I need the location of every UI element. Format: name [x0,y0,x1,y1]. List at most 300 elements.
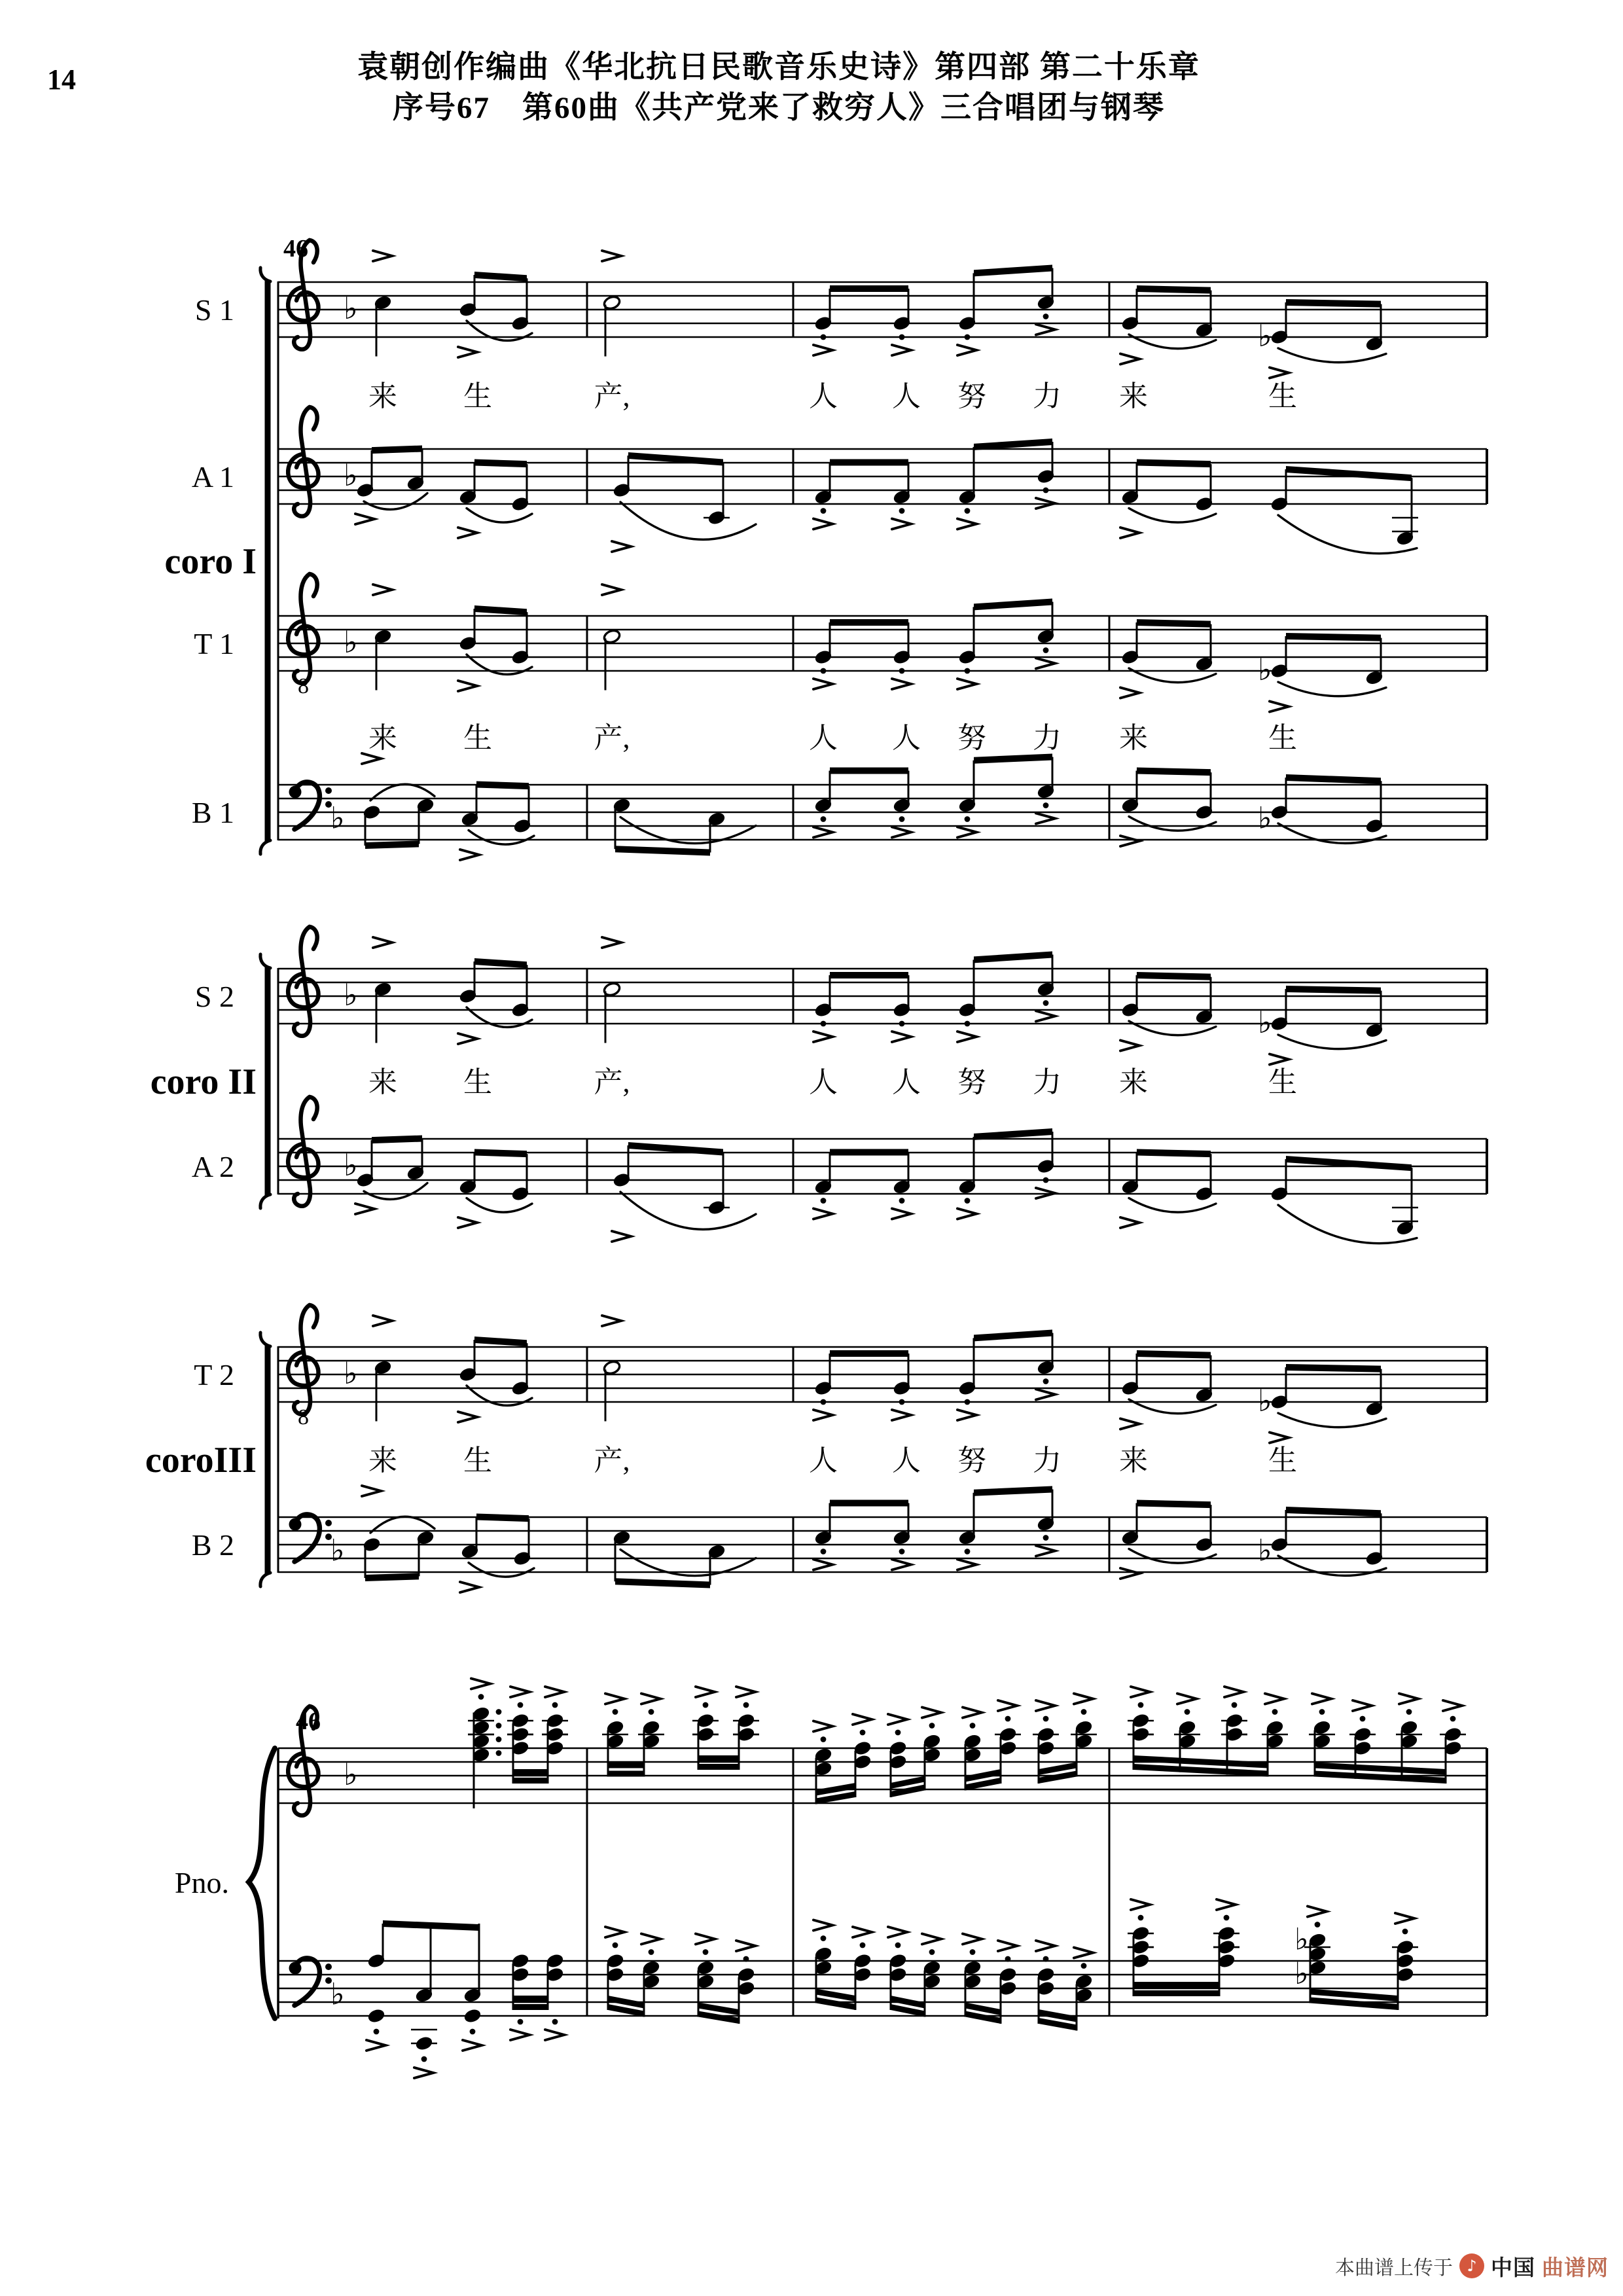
accent-mark [373,1316,392,1326]
slur [620,1192,756,1229]
lyric-syllable: 人 [892,1444,921,1477]
slur [364,493,427,510]
accent-mark [888,1714,907,1725]
flat-sign: ♭ [344,457,358,493]
bass-clef-icon [325,1520,332,1526]
lyric-syllable: 生 [463,380,492,412]
staccato-dot [1043,1378,1049,1384]
flat-sign: ♭ [1258,318,1272,353]
staccato-dot [1319,1709,1325,1715]
staccato-dot [478,1694,484,1700]
staff-label-S2: S 2 [194,980,234,1013]
accent-mark [510,1687,529,1697]
accent-mark [1217,1899,1236,1910]
watermark [1335,2251,1609,2280]
staccato-dot [1138,1702,1144,1708]
flat-sign: ♭ [330,1532,345,1568]
accent-mark [1270,1054,1289,1065]
beam [830,768,908,774]
accent-mark [892,1560,911,1570]
staccato-dot [860,1943,866,1948]
accent-mark [1353,1700,1372,1711]
group-label-piano: Pno. [174,1866,229,1899]
lyric-syllable: 来 [1119,1444,1148,1477]
accent-mark [602,251,621,261]
accent-mark [373,937,392,948]
staccato-dot [1043,488,1049,493]
staccato-dot [1138,1915,1144,1921]
staccato-dot [1232,1702,1238,1708]
staff-label-S1: S 1 [194,293,234,327]
group-label-coro-3: coroIII [145,1440,257,1480]
staccato-dot [496,1709,502,1715]
accent-mark [605,1694,624,1704]
accent-mark [813,1031,832,1042]
accent-mark [998,1941,1017,1951]
lyric-syllable: 生 [1268,1444,1297,1477]
accent-mark [1120,354,1139,365]
bass-clef-icon [325,1964,332,1970]
octave-8-mark: 8 [298,1405,309,1429]
octave-8-mark: 8 [298,674,309,698]
lyric-syllable: 生 [463,1066,492,1098]
system-hook [260,268,270,281]
accent-mark [922,1934,941,1945]
accent-mark [545,1687,564,1697]
lyrics-coro2 [368,1066,1297,1098]
slur [467,1198,532,1213]
staccato-dot [470,2029,476,2035]
flat-sign: ♭ [1294,1956,1309,1991]
beam [474,958,527,968]
beam [830,1350,908,1357]
staccato-dot [703,1702,709,1708]
beam [974,1330,1052,1342]
notehead [463,2008,482,2024]
flat-sign: ♭ [344,977,358,1013]
accent-mark [1131,1899,1150,1910]
lyric-syllable: 人 [809,1066,838,1098]
accent-mark [1036,1941,1055,1951]
beam [1286,1156,1412,1171]
flat-sign: ♭ [344,1355,358,1391]
beam [1286,633,1381,641]
measure-number: 46 [283,235,308,262]
staccato-dot [1005,1956,1011,1962]
staccato-dot [899,1021,905,1027]
flat-sign: ♭ [344,1757,358,1792]
slur [1129,817,1216,831]
beam [830,1500,908,1507]
staccato-dot [552,2019,558,2025]
accent-mark [888,1927,907,1937]
staff-label-A1: A 1 [191,460,234,493]
slur [469,831,534,845]
beam [474,459,527,468]
lyric-syllable: 人 [809,380,838,412]
lyric-syllable: 产, [594,1066,630,1098]
staccato-dot [899,816,905,822]
staccato-dot [613,1943,618,1948]
staccato-dot [1043,314,1049,319]
accent-mark [957,1209,976,1219]
accent-mark [696,1687,715,1697]
notes-B1 [362,753,1386,860]
accent-mark [458,528,477,538]
staccato-dot [965,334,971,340]
slur [467,509,532,523]
accent-mark [641,1934,660,1945]
accent-mark [1270,702,1289,712]
beam [1286,1507,1381,1516]
accent-mark [355,1204,374,1214]
lyrics-coro1-upper [368,380,1297,412]
accent-mark [1120,1419,1139,1429]
lyric-syllable: 努 [957,380,986,412]
staccato-dot [613,1709,618,1715]
slur [364,1183,427,1200]
slur [1278,1205,1417,1244]
staccato-dot [496,1736,502,1742]
staccato-dot [965,1198,971,1204]
flat-sign: ♭ [344,624,358,660]
staccato-dot [821,1198,827,1204]
notes-T2 [373,1316,1386,1443]
beam [1286,299,1381,308]
beam [372,1136,422,1144]
slur [1129,1198,1216,1213]
lyric-syllable: 生 [1268,722,1297,754]
beam [830,972,908,978]
staff-label-A2: A 2 [191,1150,234,1183]
staccato-dot [895,1730,901,1736]
staccato-dot [929,1949,935,1955]
flat-sign: ♭ [1258,1383,1272,1418]
staccato-dot [496,1750,502,1756]
lyric-syllable: 生 [1268,380,1297,412]
staccato-dot [743,1702,749,1708]
accent-mark [813,519,832,529]
accent-mark [813,679,832,689]
staccato-dot [496,1723,502,1729]
staccato-dot [374,2029,380,2035]
lyric-syllable: 力 [1033,1444,1061,1477]
staff-label-T1: T 1 [194,627,234,660]
beam [830,619,908,626]
staccato-dot [821,668,827,674]
beam [1137,768,1211,776]
beam [513,1769,548,1775]
page-number: 14 [47,63,76,96]
accent-mark [641,1694,660,1704]
beam [698,1764,739,1770]
system-hook [260,1573,270,1587]
staccato-dot [703,1949,709,1955]
piano-brace [249,1748,275,2018]
notes-S1 [373,251,1386,378]
accent-mark [602,937,621,948]
staccato-dot [1360,1716,1366,1722]
bass-clef-icon [289,786,302,798]
staccato-dot [899,334,905,340]
accent-mark [1036,1700,1055,1711]
slur [1278,515,1417,554]
staccato-dot [929,1723,935,1729]
beam [513,1996,548,2001]
beam [476,781,529,790]
staccato-dot [1043,647,1049,653]
staccato-dot [821,1399,827,1405]
accent-mark [813,1560,832,1570]
lyric-syllable: 努 [957,1444,986,1477]
accent-mark [957,679,976,689]
accent-mark [1312,1694,1331,1704]
accent-mark [1308,1907,1327,1917]
staccato-dot [1043,802,1049,808]
accent-mark [1036,1011,1055,1022]
staccato-dot [1402,1929,1408,1935]
accent-mark [1036,325,1055,335]
lyric-syllable: 人 [892,380,921,412]
accent-mark [366,2040,385,2051]
beam [476,1514,529,1522]
accent-mark [1120,1041,1139,1051]
beam [830,1149,908,1156]
accent-mark [460,1582,479,1592]
accent-mark [813,827,832,838]
accent-mark [853,1927,872,1937]
system-hook [260,1194,270,1208]
treble-clef-icon [288,1144,318,1177]
accent-mark [373,584,392,595]
accent-mark [1036,814,1055,824]
accent-mark [1395,1913,1414,1924]
beam [608,1763,644,1768]
staccato-dot [518,1702,524,1708]
staccato-dot [518,2019,524,2025]
staccato-dot [965,1021,971,1027]
lyric-syllable: 力 [1033,1066,1061,1098]
accent-mark [1131,1687,1150,1697]
accent-mark [813,345,832,355]
beam [974,952,1052,963]
staccato-dot [1081,1709,1087,1715]
beam [830,285,908,292]
slur [1278,1035,1386,1049]
staccato-dot [970,1949,976,1955]
beam [698,1755,739,1761]
beam [513,2004,548,2010]
staccato-dot [965,816,971,822]
staccato-dot [965,508,971,514]
notehead [415,2036,433,2051]
staccato-dot [743,1956,749,1962]
beam [1133,1982,1219,1988]
lyric-syllable: 努 [957,722,986,754]
staff-PnoR [278,1706,1487,1816]
beam [615,846,710,855]
beam [974,1486,1052,1496]
staccato-dot [821,1021,827,1027]
lyric-syllable: 来 [1119,380,1148,412]
accent-mark [813,1920,832,1931]
lyric-syllable: 力 [1033,722,1061,754]
lyric-syllable: 人 [892,1066,921,1098]
staccato-dot [1315,1922,1321,1928]
slur [469,1563,534,1577]
accent-mark [892,1410,911,1420]
accent-mark [957,827,976,838]
staccato-dot [899,668,905,674]
staccato-dot [965,1549,971,1554]
accent-mark [853,1714,872,1725]
staccato-dot [649,1949,654,1955]
accent-mark [1177,1694,1196,1704]
lyric-syllable: 来 [368,1444,397,1477]
accent-mark [1443,1700,1462,1711]
lyric-syllable: 生 [463,722,492,754]
accent-mark [1120,1217,1139,1228]
lyric-syllable: 人 [892,722,921,754]
accent-mark [545,2030,564,2040]
beam [365,1573,419,1581]
slur [1129,509,1216,523]
accent-mark [458,1412,477,1422]
flat-sign: ♭ [330,800,345,836]
accent-mark [1120,1568,1139,1579]
staccato-dot [1081,1963,1087,1969]
staccato-dot [821,508,827,514]
lyric-syllable: 产, [594,722,630,754]
staccato-dot [552,1702,558,1708]
beam [474,272,527,281]
staccato-dot [965,1399,971,1405]
accent-mark [458,1217,477,1228]
beam [1133,1990,1219,1996]
accent-mark [1270,1433,1289,1443]
beam [1137,459,1211,468]
system-hook [260,954,270,968]
accent-mark [957,345,976,355]
accent-mark [892,827,911,838]
bass-clef-icon [289,1518,302,1531]
score-title-line2: 序号67 第60曲《共产党来了救穷人》三合唱团与钢琴 [393,91,1165,125]
watermark-brand-black: 中国 [1491,2255,1535,2280]
lyric-syllable: 努 [957,1066,986,1098]
accent-mark [458,681,477,691]
accent-mark [362,753,381,764]
staccato-dot [1043,1956,1049,1962]
lyric-syllable: 生 [1268,1066,1297,1098]
lyrics-coro1-lower [368,722,1297,754]
accent-mark [892,679,911,689]
accent-mark [602,584,621,595]
beam [1137,972,1211,980]
accent-mark [414,2068,433,2078]
treble-clef-icon [288,287,318,321]
staccato-dot [965,668,971,674]
staccato-dot [899,1399,905,1405]
staccato-dot [899,1549,905,1554]
beam [474,1149,527,1158]
staccato-dot [821,816,827,822]
group-label-coro-1: coro I [164,541,257,582]
beam [1137,285,1211,294]
accent-mark [1270,368,1289,378]
accent-mark [813,1721,832,1732]
group-label-coro-2: coro II [150,1062,257,1102]
staccato-dot [821,1549,827,1554]
accent-mark [612,541,631,552]
beam [1286,986,1381,994]
flat-sign: ♭ [1294,1921,1309,1957]
accent-mark [892,1209,911,1219]
slur [1129,1549,1216,1564]
accent-mark [463,2040,482,2051]
accent-mark [892,519,911,529]
accent-mark [605,1927,624,1937]
lyric-syllable: 来 [1119,722,1148,754]
accent-mark [1224,1687,1243,1697]
staccato-dot [899,508,905,514]
beam [474,1336,527,1346]
staccato-dot [1043,1000,1049,1006]
accent-mark [355,514,374,524]
staccato-dot [1185,1709,1190,1715]
beam [1137,1500,1211,1509]
staccato-dot [821,1935,827,1941]
notes-T1 [373,584,1386,712]
flat-sign: ♭ [330,1976,345,2012]
watermark-text: 本曲谱上传于 [1335,2257,1453,2279]
flat-sign: ♭ [1258,1532,1272,1568]
flat-sign: ♭ [344,291,358,326]
beam [615,1578,710,1588]
staff-label-B2: B 2 [191,1528,234,1562]
beam [974,265,1052,277]
staccato-dot [1005,1716,1011,1722]
accent-mark [373,251,392,261]
system-hook [260,1333,270,1346]
beam [513,1778,548,1784]
lyric-syllable: 来 [368,380,397,412]
staccato-dot [421,2056,427,2062]
staccato-dot [1043,1177,1049,1183]
accent-mark [1399,1694,1418,1704]
system-hook [260,840,270,854]
staccato-dot [970,1723,976,1729]
accent-mark [510,2030,529,2040]
staff-label-B1: B 1 [191,796,234,829]
beam [628,1142,723,1156]
slur [1278,348,1386,363]
notes-A1 [355,439,1418,554]
accent-mark [362,1486,381,1496]
lyric-syllable: 力 [1033,380,1061,412]
lyrics-coro3 [368,1444,1297,1477]
beam [365,840,419,849]
flat-sign: ♭ [344,1147,358,1183]
beam [1286,774,1381,784]
bass-clef-icon [289,1962,302,1975]
accent-mark [1036,658,1055,669]
staccato-dot [1043,1716,1049,1722]
staccato-dot [899,1198,905,1204]
notehead [367,2008,385,2024]
beam [608,1771,644,1777]
staccato-dot [895,1943,901,1948]
measure-number: 46 [296,1708,321,1735]
